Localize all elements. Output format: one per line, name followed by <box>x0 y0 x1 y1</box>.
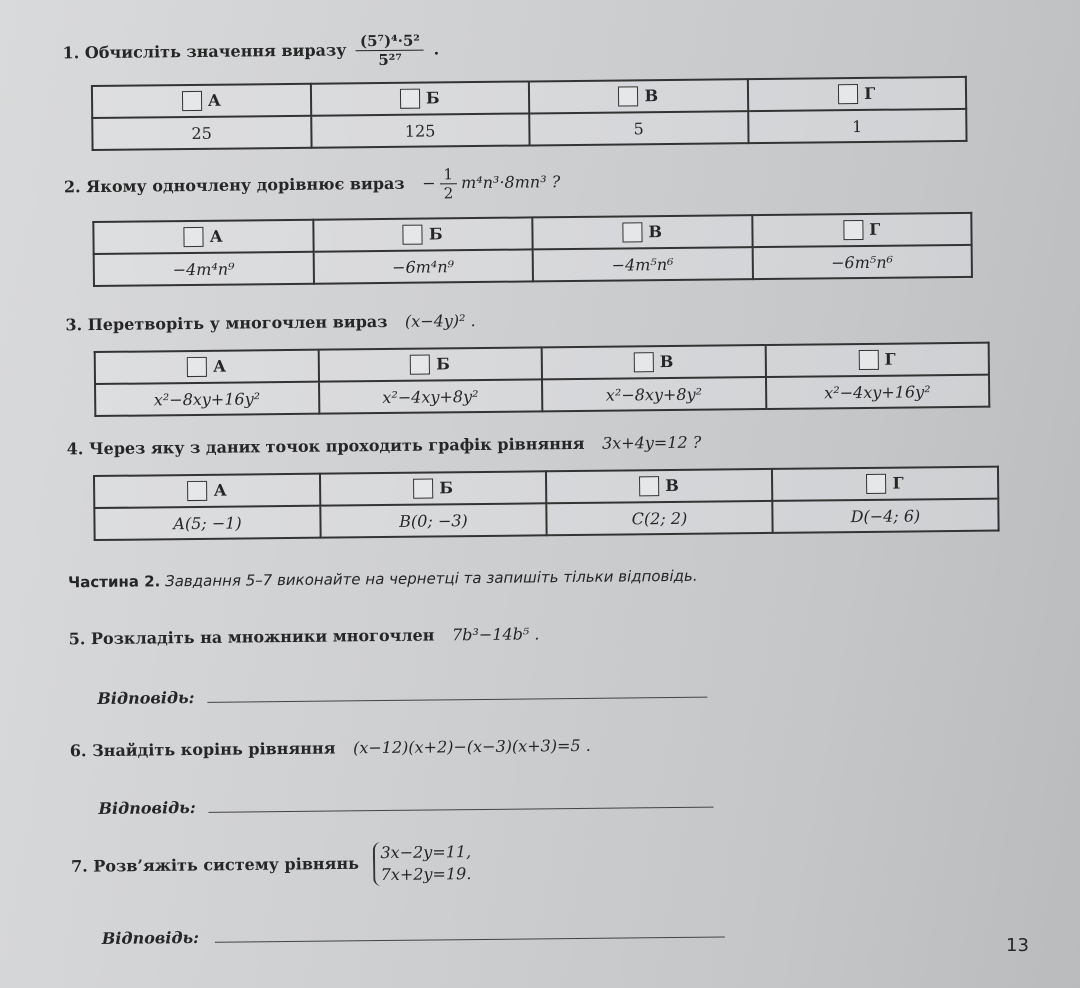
answer-table-4 <box>93 466 1000 541</box>
question-1 <box>62 31 439 72</box>
checkbox[interactable] <box>188 481 208 501</box>
expression-rest: m⁴n³·8mn³ ? <box>461 172 561 193</box>
option-label: В <box>648 221 663 241</box>
question-1-end: . <box>433 39 440 59</box>
checkbox[interactable] <box>618 87 638 107</box>
part-2-title: Частина 2. <box>68 572 161 592</box>
option-label: В <box>665 475 679 495</box>
option-a-cell[interactable] <box>94 474 320 508</box>
checkbox[interactable] <box>187 357 207 377</box>
checkbox[interactable] <box>639 476 659 496</box>
option-value: −4m⁵n⁶ <box>533 247 753 281</box>
question-2-text: 2. Якому одночлену дорівнює вираз <box>63 173 405 197</box>
minus-sign: − <box>422 173 436 193</box>
answer-line-6[interactable] <box>209 807 714 813</box>
option-g-cell[interactable] <box>747 77 966 111</box>
option-value: −4m⁴n⁹ <box>94 252 314 286</box>
option-label: Г <box>892 473 904 493</box>
equation-2: 7x+2y=19. <box>380 864 472 885</box>
fraction-numerator: 1 <box>439 165 457 184</box>
question-3-expression: (x−4y)² . <box>404 311 476 331</box>
option-value: 5 <box>529 111 748 145</box>
page-number: 13 <box>1006 935 1029 956</box>
question-6 <box>70 736 591 760</box>
option-label: А <box>212 356 227 376</box>
option-label: А <box>213 480 227 500</box>
checkbox[interactable] <box>400 89 420 109</box>
checkbox[interactable] <box>184 227 204 247</box>
option-g-cell[interactable] <box>765 343 989 377</box>
answer-label-7: Відповідь: <box>101 927 200 948</box>
option-value: x²−4xy+16y² <box>765 375 989 409</box>
question-2 <box>64 164 561 206</box>
option-b-cell[interactable] <box>313 217 533 251</box>
question-2-fraction <box>439 165 457 202</box>
question-4-text: 4. Через яку з даних точок проходить графік рівняння <box>66 433 585 459</box>
question-5-expression: 7b³−14b⁵ . <box>451 624 540 645</box>
answer-label-6: Відповідь: <box>98 797 196 819</box>
option-label: Б <box>425 88 440 108</box>
question-4 <box>67 433 702 459</box>
checkbox[interactable] <box>866 474 886 494</box>
question-5 <box>69 624 540 648</box>
equation-1: 3x−2y=11, <box>380 842 472 863</box>
answer-line-7[interactable] <box>215 936 725 942</box>
option-label: Б <box>439 478 454 498</box>
option-label: В <box>659 351 674 371</box>
option-value: 125 <box>311 113 530 147</box>
option-label: В <box>644 85 659 106</box>
option-label: А <box>207 90 221 110</box>
option-value: 25 <box>92 116 311 150</box>
question-4-expression: 3x+4y=12 ? <box>601 432 702 453</box>
question-3 <box>65 311 475 334</box>
question-2-expression <box>422 165 561 203</box>
part-2-instruction: Завдання 5–7 виконайте на чернетці та запишіть тільки відповідь. <box>164 566 698 591</box>
option-label: Б <box>428 224 443 244</box>
question-6-expression: (x−12)(x+2)−(x−3)(x+3)=5 . <box>352 735 591 758</box>
question-1-denominator: 5²⁷ <box>378 50 402 70</box>
option-a-cell[interactable] <box>92 84 311 118</box>
part-2-header <box>68 567 698 592</box>
option-g-cell[interactable] <box>772 467 998 501</box>
checkbox[interactable] <box>858 350 878 370</box>
option-label: Г <box>884 349 896 369</box>
option-v-cell[interactable] <box>529 79 748 113</box>
option-a-cell[interactable] <box>95 350 319 384</box>
answer-label-5: Відповідь: <box>97 688 195 709</box>
option-label: Г <box>864 83 876 103</box>
answer-table-1 <box>91 76 968 151</box>
fraction-denominator: 2 <box>443 184 454 203</box>
option-v-cell[interactable] <box>542 345 766 379</box>
option-b-cell[interactable] <box>310 81 529 115</box>
checkbox[interactable] <box>622 223 642 243</box>
answer-table-3 <box>94 342 991 417</box>
option-value: x²−8xy+16y² <box>95 382 319 416</box>
option-value: x²−8xy+8y² <box>542 377 766 411</box>
option-label: Г <box>869 219 881 239</box>
checkbox[interactable] <box>413 479 433 499</box>
option-value: −6m⁴n⁹ <box>313 249 533 283</box>
checkbox[interactable] <box>843 220 863 240</box>
option-value: A(5; −1) <box>94 506 320 540</box>
question-3-text: 3. Перетворіть у многочлен вираз <box>65 311 388 335</box>
question-1-numerator: (5⁷)⁴·5² <box>356 32 424 52</box>
question-1-fraction <box>356 32 424 70</box>
answer-line-5[interactable] <box>207 697 707 703</box>
option-b-cell[interactable] <box>320 471 546 505</box>
option-value: 1 <box>748 109 967 143</box>
question-1-text: 1. Обчисліть значення виразу <box>62 40 347 63</box>
option-value: −6m⁵n⁶ <box>752 245 972 279</box>
option-value: x²−4xy+8y² <box>319 379 543 413</box>
option-value: D(−4; 6) <box>772 499 998 533</box>
option-value: C(2; 2) <box>546 501 772 535</box>
question-7-text: 7. Розв’яжіть систему рівнянь <box>70 853 360 876</box>
checkbox[interactable] <box>634 352 654 372</box>
question-7 <box>71 841 472 889</box>
option-b-cell[interactable] <box>318 347 542 381</box>
option-label: Б <box>436 354 451 374</box>
question-5-text: 5. Розкладіть на множники многочлен <box>68 625 435 649</box>
option-value: B(0; −3) <box>320 503 546 537</box>
option-a-cell[interactable] <box>93 220 313 254</box>
question-6-text: 6. Знайдіть корінь рівняння <box>69 738 336 761</box>
option-g-cell[interactable] <box>752 213 972 247</box>
checkbox[interactable] <box>403 225 423 245</box>
equation-system <box>372 841 471 886</box>
checkbox[interactable] <box>182 91 202 111</box>
checkbox[interactable] <box>410 355 430 375</box>
option-v-cell[interactable] <box>532 215 752 249</box>
option-label: А <box>209 226 223 246</box>
checkbox[interactable] <box>838 84 858 104</box>
option-v-cell[interactable] <box>546 469 772 503</box>
answer-table-2 <box>92 212 973 287</box>
